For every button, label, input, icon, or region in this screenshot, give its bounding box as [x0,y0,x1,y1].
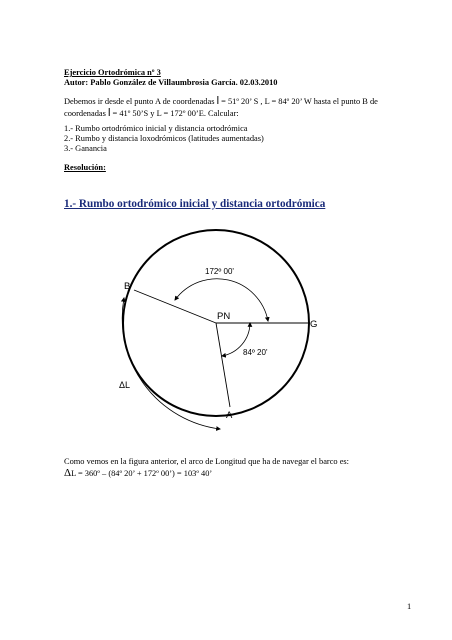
exercise-title: Ejercicio Ortodrómica nº 3 [64,68,161,77]
author-line: Autor: Pablo González de Villaumbrosia García. 02.03.2010 [64,78,278,87]
angle-84-label: 84º 20' [243,348,268,357]
task-item: 3.- Ganancia [64,144,107,153]
formula-line [64,468,212,479]
delta-l-arc [122,298,220,429]
latitude-symbol: l [107,107,111,119]
delta-l-label: ΔL [119,380,131,390]
statement-text: coordenadas [64,109,108,118]
task-item: 1.- Rumbo ortodrómico inicial y distancia ortodrómica [64,124,248,133]
statement-text: Debemos ir desde el punto A de coordenadas [64,97,217,106]
delta-symbol: Δ [64,467,72,479]
meridian-b-line [134,290,216,323]
section-heading: 1.- Rumbo ortodrómico inicial y distancia ortodrómica [64,198,326,210]
latitude-symbol: l [216,95,220,107]
statement-text: = 41º 50’S y L = 172º 00’E. Calcular: [110,109,239,118]
task-item: 2.- Rumbo y distancia loxodrómicos (latitudes aumentadas) [64,134,264,143]
page-number: 1 [407,602,412,611]
meridian-a-line [216,323,230,407]
formula-text: L = 360º – (84º 20’ + 172º 00’) = 103º 40’ [71,469,213,478]
point-b-label: B [124,281,131,292]
north-pole-label: PN [217,311,231,322]
point-a-label: A [226,410,233,421]
explanation-paragraph: Como vemos en la figura anterior, el arco de Longitud que ha de navegar el barco es: [64,457,350,466]
angle-172-label: 172º 00' [205,267,234,276]
point-g-label: G [310,319,318,330]
statement-text: = 51º 20’ S , L = 84º 20’ W hasta el punto B de [219,97,378,106]
resolution-label: Resolución: [64,163,106,172]
